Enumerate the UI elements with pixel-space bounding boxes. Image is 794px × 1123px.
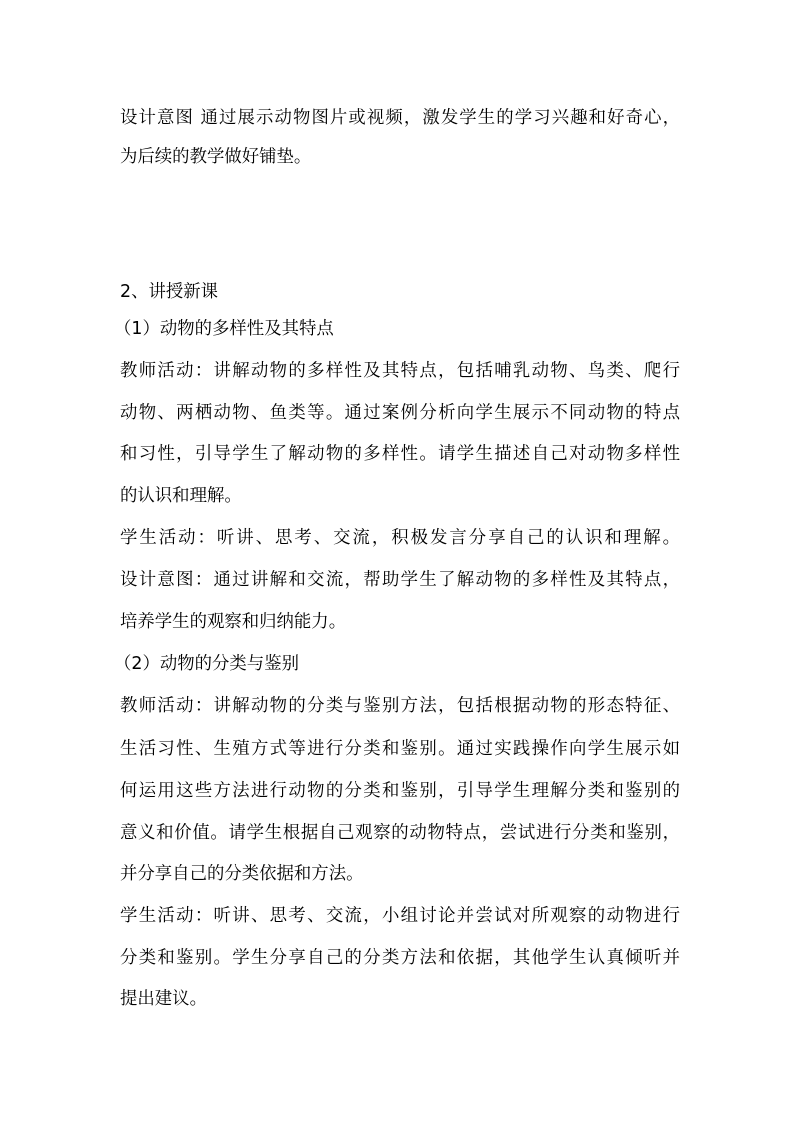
student-activity-1: 学生活动：听讲、思考、交流，积极发言分享自己的认识和理解。 xyxy=(120,528,680,548)
student-activity-2-line-2: 分类和鉴别。学生分享自己的分类方法和依据，其他学生认真倾听并 xyxy=(120,948,680,968)
subsection-2-title: （2）动物的分类与鉴别 xyxy=(114,654,299,674)
teacher-activity-1-line-3: 和习性，引导学生了解动物的多样性。请学生描述自己对动物多样性 xyxy=(120,444,680,464)
teacher-activity-2-line-1: 教师活动：讲解动物的分类与鉴别方法，包括根据动物的形态特征、 xyxy=(120,696,680,716)
teacher-activity-1-line-2: 动物、两栖动物、鱼类等。通过案例分析向学生展示不同动物的特点 xyxy=(120,403,680,423)
intro-line-1: 设计意图 通过展示动物图片或视频，激发学生的学习兴趣和好奇心， xyxy=(120,108,680,128)
student-activity-2-line-1: 学生活动：听讲、思考、交流，小组讨论并尝试对所观察的动物进行 xyxy=(120,906,680,926)
teacher-activity-2-line-5: 并分享自己的分类依据和方法。 xyxy=(120,864,364,884)
design-intent-1-line-2: 培养学生的观察和归纳能力。 xyxy=(120,612,347,632)
teacher-activity-2-line-4: 意义和价值。请学生根据自己观察的动物特点，尝试进行分类和鉴别， xyxy=(120,823,680,843)
teacher-activity-2-line-3: 何运用这些方法进行动物的分类和鉴别，引导学生理解分类和鉴别的 xyxy=(120,781,680,801)
teacher-activity-2-line-2: 生活习性、生殖方式等进行分类和鉴别。通过实践操作向学生展示如 xyxy=(120,739,680,759)
student-activity-2-line-3: 提出建议。 xyxy=(120,989,207,1009)
section-title: 2、讲授新课 xyxy=(120,282,219,302)
intro-line-2: 为后续的教学做好铺垫。 xyxy=(120,147,312,167)
teacher-activity-1-line-1: 教师活动：讲解动物的多样性及其特点，包括哺乳动物、鸟类、爬行 xyxy=(120,361,680,381)
subsection-1-title: （1）动物的多样性及其特点 xyxy=(114,319,334,339)
design-intent-1-line-1: 设计意图：通过讲解和交流，帮助学生了解动物的多样性及其特点， xyxy=(120,570,680,590)
teacher-activity-1-line-4: 的认识和理解。 xyxy=(120,486,242,506)
